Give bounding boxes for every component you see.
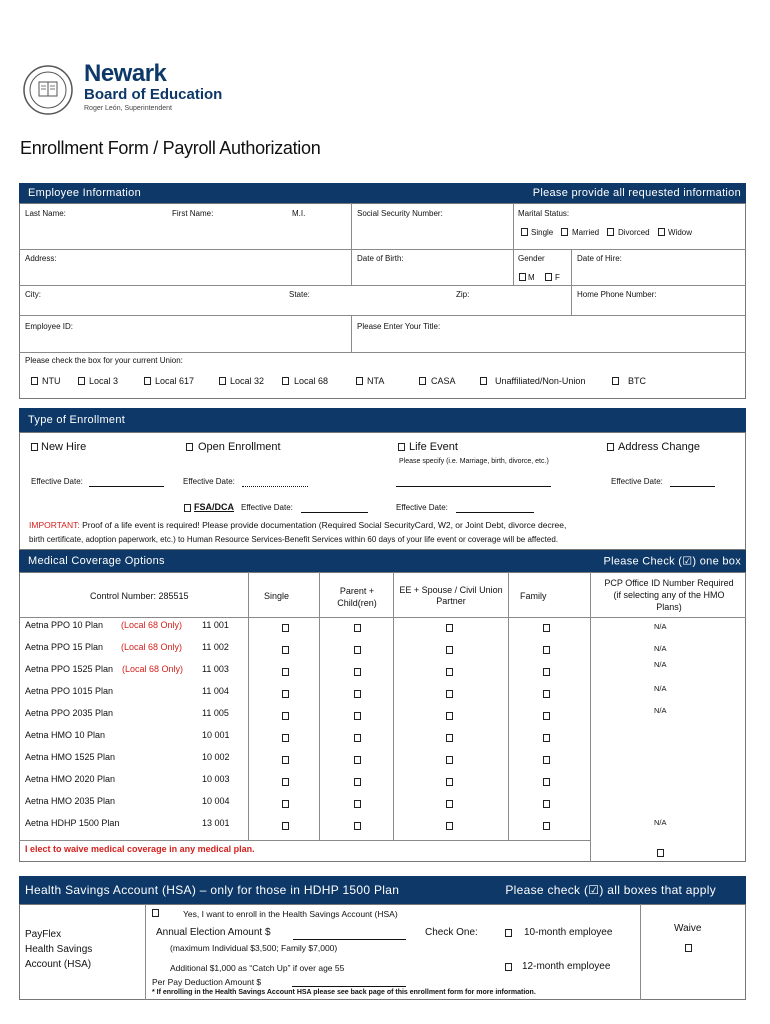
col-family: Family [520,591,547,601]
medical-header: Medical Coverage Options Please Check (☑) one box [19,550,746,572]
plan-family-checkbox[interactable] [543,646,550,654]
plan-code: 10 001 [202,730,230,740]
hsa-waive-label: Waive [674,923,702,934]
union-local3-label: Local 3 [89,376,119,386]
effective-date-label-1: Effective Date: [31,477,83,486]
employee-id-label: Employee ID: [25,322,74,331]
plan-code: 10 002 [202,752,230,762]
gender-m-checkbox[interactable] [519,273,526,281]
city-label: City: [25,290,41,299]
logo-name: Newark [84,60,167,87]
plan-single-checkbox[interactable] [282,822,289,830]
annual-election-input[interactable] [293,939,406,940]
life-event-label: Life Event [409,441,458,453]
plan-family-checkbox[interactable] [543,690,550,698]
union-nta-checkbox[interactable] [356,377,363,385]
title-label: Please Enter Your Title: [357,322,441,331]
plan-name: Aetna HMO 1525 Plan [25,752,116,762]
col-pcp: PCP Office ID Number Required (if selecting any of the HMO Plans) [604,578,734,612]
life-effective-label: Effective Date: [396,503,448,512]
new-hire-label: New Hire [41,441,87,453]
union-ntu-label: NTU [42,376,61,386]
plan-local68-tag: (Local 68 Only) [122,664,184,674]
plan-pcp-value: N/A [654,660,667,669]
annual-max-note: (maximum Individual $3,500; Family $7,000) [170,943,338,953]
plan-local68-tag: (Local 68 Only) [121,642,183,652]
open-enrollment-checkbox[interactable] [186,443,193,451]
life-specify-note: Please specify (i.e. Marriage, birth, divorce, etc.) [399,458,549,465]
fsa-checkbox[interactable] [184,504,191,512]
ten-month-checkbox[interactable] [505,929,512,937]
hire-label: Date of Hire: [577,254,622,263]
col-parent-child: Parent + Child(ren) [337,586,377,608]
dob-label: Date of Birth: [357,254,404,263]
plan-ee-spouse-checkbox[interactable] [446,712,453,720]
plan-family-checkbox[interactable] [543,822,550,830]
union-local32-checkbox[interactable] [219,377,226,385]
plan-ee-spouse-checkbox[interactable] [446,756,453,764]
plan-code: 11 002 [202,642,229,652]
plan-ee-spouse-checkbox[interactable] [446,822,453,830]
plan-code: 13 001 [202,818,230,828]
employee-info-header: Employee Information Please provide all requested information [19,183,746,203]
union-btc-checkbox[interactable] [612,377,619,385]
hsa-side-label-1: PayFlex [25,929,62,940]
union-casa-checkbox[interactable] [419,377,426,385]
logo-tagline: Roger León, Superintendent [84,105,172,112]
marital-married-label: Married [572,228,600,237]
plan-name: Aetna PPO 1525 Plan [25,664,114,674]
ten-month-label: 10-month employee [524,927,613,938]
effective-date-label-2: Effective Date: [183,477,235,486]
first-name-label: First Name: [172,209,214,218]
plan-code: 10 004 [202,796,230,806]
plan-ee-spouse-checkbox[interactable] [446,734,453,742]
union-nta-label: NTA [367,376,385,386]
plan-single-checkbox[interactable] [282,712,289,720]
plan-single-checkbox[interactable] [282,756,289,764]
marital-label: Marital Status: [518,209,570,218]
plan-pcp-value: N/A [654,684,667,693]
logo [22,62,262,118]
plan-code: 11 003 [202,664,229,674]
waive-medical-label: I elect to waive medical coverage in any medical plan. [25,844,255,854]
waive-medical-checkbox[interactable] [657,849,664,857]
plan-name: Aetna HMO 2035 Plan [25,796,116,806]
mi-label: M.I. [292,209,306,218]
hsa-header: Health Savings Account (HSA) – only for those in HDHP 1500 Plan Please check (☑) all boxes that apply [19,876,746,904]
plan-single-checkbox[interactable] [282,690,289,698]
plan-ee-spouse-checkbox[interactable] [446,646,453,654]
col-single: Single [264,591,290,601]
plan-family-checkbox[interactable] [543,668,550,676]
address-label: Address: [25,254,57,263]
twelve-month-label: 12-month employee [522,961,611,972]
fsa-label: FSA/DCA [194,502,234,512]
zip-label: Zip: [456,290,470,299]
plan-single-checkbox[interactable] [282,668,289,676]
col-ee-spouse: EE + Spouse / Civil Union Partner [399,585,503,606]
plan-family-checkbox[interactable] [543,778,550,786]
marital-single-label: Single [531,228,554,237]
union-local32-label: Local 32 [230,376,265,386]
plan-family-checkbox[interactable] [543,712,550,720]
plan-name: Aetna HMO 10 Plan [25,730,106,740]
union-casa-label: CASA [431,376,456,386]
union-unaffiliated-checkbox[interactable] [480,377,487,385]
hsa-side-label-2: Health Savings [25,944,93,955]
plan-single-checkbox[interactable] [282,778,289,786]
plan-parent-child-checkbox[interactable] [354,800,361,808]
gender-f-label: F [555,273,560,282]
catch-up-note: Additional $1,000 as “Catch Up” if over age 55 [170,963,345,973]
marital-married-checkbox[interactable] [561,228,568,236]
plan-parent-child-checkbox[interactable] [354,668,361,676]
plan-parent-child-checkbox[interactable] [354,624,361,632]
plan-name: Aetna HDHP 1500 Plan [25,818,120,828]
important-notice-2: birth certificate, adoption paperwork, etc.) to Human Resource Services-Benefit Services within 60 days of your life event or coverage will be affected. [29,535,558,544]
plan-ee-spouse-checkbox[interactable] [446,668,453,676]
ssn-label: Social Security Number: [357,209,443,218]
plan-ee-spouse-checkbox[interactable] [446,800,453,808]
union-local68-checkbox[interactable] [282,377,289,385]
twelve-month-checkbox[interactable] [505,963,512,971]
plan-parent-child-checkbox[interactable] [354,712,361,720]
plan-parent-child-checkbox[interactable] [354,690,361,698]
marital-widow-label: Widow [668,228,693,237]
plan-parent-child-checkbox[interactable] [354,822,361,830]
plan-single-checkbox[interactable] [282,646,289,654]
plan-family-checkbox[interactable] [543,756,550,764]
hsa-enroll-label: Yes, I want to enroll in the Health Savings Account (HSA) [183,909,398,919]
plan-code: 10 003 [202,774,230,784]
union-local617-checkbox[interactable] [144,377,151,385]
gender-m-label: M [528,273,535,282]
plan-name: Aetna HMO 2020 Plan [25,774,116,784]
fsa-effective-label: Effective Date: [241,503,293,512]
plan-pcp-value: N/A [654,706,667,715]
union-local3-checkbox[interactable] [78,377,85,385]
effective-date-label-4: Effective Date: [611,477,663,486]
marital-divorced-checkbox[interactable] [607,228,614,236]
hsa-side-label-3: Account (HSA) [25,959,92,970]
form-title: Enrollment Form / Payroll Authorization [20,138,321,158]
union-unaffiliated-label: Unaffiliated/Non-Union [495,376,586,386]
new-hire-checkbox[interactable] [31,443,38,451]
plan-family-checkbox[interactable] [543,800,550,808]
plan-ee-spouse-checkbox[interactable] [446,690,453,698]
medical-table [19,572,746,862]
life-event-checkbox[interactable] [398,443,405,451]
union-prompt: Please check the box for your current Union: [25,356,183,365]
gender-f-checkbox[interactable] [545,273,552,281]
open-enrollment-label: Open Enrollment [198,441,281,453]
per-pay-input[interactable] [292,986,406,987]
control-number: Control Number: 285515 [90,591,189,601]
plan-code: 11 005 [202,708,229,718]
plan-local68-tag: (Local 68 Only) [121,620,183,630]
plan-pcp-value: N/A [654,622,667,631]
union-btc-label: BTC [628,376,646,386]
union-local68-label: Local 68 [294,376,329,386]
important-notice: IMPORTANT: Proof of a life event is required! Please provide documentation (Required Social SecurityCard, W2, or Joint Debt, divorce decree, [29,520,567,530]
plan-code: 11 004 [202,686,229,696]
plan-family-checkbox[interactable] [543,734,550,742]
plan-name: Aetna PPO 10 Plan [25,620,104,630]
check-one-label: Check One: [425,927,478,938]
union-local617-label: Local 617 [155,376,195,386]
logo-sub: Board of Education [84,86,223,103]
plan-family-checkbox[interactable] [543,624,550,632]
plan-parent-child-checkbox[interactable] [354,734,361,742]
address-change-checkbox[interactable] [607,443,614,451]
home-phone-label: Home Phone Number: [577,290,657,299]
gender-label: Gender [518,254,545,263]
marital-single-checkbox[interactable] [521,228,528,236]
plan-single-checkbox[interactable] [282,734,289,742]
plan-ee-spouse-checkbox[interactable] [446,624,453,632]
enrollment-header: Type of Enrollment [19,408,746,432]
hsa-waive-checkbox[interactable] [685,944,692,952]
plan-name: Aetna PPO 1015 Plan [25,686,114,696]
address-change-label: Address Change [618,441,700,453]
plan-single-checkbox[interactable] [282,624,289,632]
plan-ee-spouse-checkbox[interactable] [446,778,453,786]
plan-parent-child-checkbox[interactable] [354,646,361,654]
plan-pcp-value: N/A [654,818,667,827]
marital-divorced-label: Divorced [618,228,650,237]
annual-election-label: Annual Election Amount $ [156,927,271,938]
seal-icon [22,64,74,116]
hsa-footnote: * If enrolling in the Health Savings Account HSA please see back page of this enrollment form for more information. [152,989,536,996]
plan-parent-child-checkbox[interactable] [354,756,361,764]
union-ntu-checkbox[interactable] [31,377,38,385]
plan-name: Aetna PPO 15 Plan [25,642,104,652]
per-pay-label: Per Pay Deduction Amount $ [152,977,262,987]
plan-single-checkbox[interactable] [282,800,289,808]
last-name-label: Last Name: [25,209,66,218]
marital-widow-checkbox[interactable] [658,228,665,236]
state-label: State: [289,290,310,299]
plan-code: 11 001 [202,620,229,630]
plan-name: Aetna PPO 2035 Plan [25,708,114,718]
hsa-enroll-checkbox[interactable] [152,909,159,917]
plan-parent-child-checkbox[interactable] [354,778,361,786]
plan-pcp-value: N/A [654,644,667,653]
